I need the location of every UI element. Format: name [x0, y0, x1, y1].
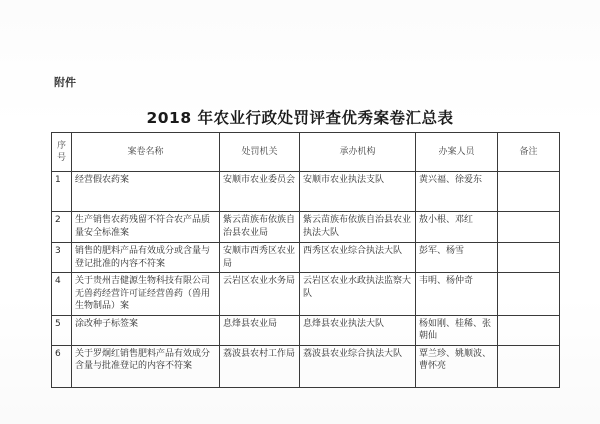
header-penalty-agency: 处罚机关 [220, 133, 300, 172]
remarks-cell [498, 243, 560, 273]
case-name-cell: 关于贵州吉健源生物科技有限公司无兽药经营许可证经营兽药（兽用生物制品）案 [72, 273, 220, 316]
row-number: 3 [52, 243, 72, 273]
case-name-cell: 关于罗炯红销售肥料产品有效成分含量与批准登记的内容不符案 [72, 345, 220, 387]
header-remarks: 备注 [498, 133, 560, 172]
handling-agency-cell: 西秀区农业综合执法大队 [300, 243, 416, 273]
header-seq-line1: 序 [56, 140, 66, 151]
remarks-cell [498, 345, 560, 387]
header-handlers: 办案人员 [416, 133, 498, 172]
header-handling-agency: 承办机构 [300, 133, 416, 172]
row-number: 4 [52, 273, 72, 316]
handling-agency-cell: 云岩区农业水政执法监察大队 [300, 273, 416, 316]
handling-agency-cell: 紫云苗族布依族自治县农业执法大队 [300, 212, 416, 243]
case-summary-table [51, 132, 560, 388]
penalty-agency-cell: 安顺市农业委员会 [220, 172, 300, 212]
handlers-cell: 敖小根、邓红 [416, 212, 498, 243]
handlers-cell: 黄兴福、徐爱东 [416, 172, 498, 212]
handlers-cell: 韦明、杨仲奇 [416, 273, 498, 316]
remarks-cell [498, 172, 560, 212]
table-row [52, 243, 560, 273]
table-row [52, 345, 560, 387]
case-name-cell: 经营假农药案 [72, 172, 220, 212]
remarks-cell [498, 273, 560, 316]
remarks-cell [498, 315, 560, 345]
handling-agency-cell: 荔波县农业综合执法大队 [300, 345, 416, 387]
table-row [52, 172, 560, 212]
row-number: 5 [52, 315, 72, 345]
header-case-name: 案卷名称 [72, 133, 220, 172]
document-title: 2018 年农业行政处罚评查优秀案卷汇总表 [146, 109, 454, 127]
handling-agency-cell: 息烽县农业执法大队 [300, 315, 416, 345]
table-header-row [52, 133, 560, 172]
annex-label: 附件 [54, 76, 76, 89]
case-name-cell: 销售的肥料产品有效成分或含量与登记批准的内容不符案 [72, 243, 220, 273]
table-row [52, 273, 560, 316]
row-number: 6 [52, 345, 72, 387]
header-seq-line2: 号 [56, 153, 66, 163]
case-name-cell: 生产销售农药残留不符合农产品质量安全标准案 [72, 212, 220, 243]
header-seq [52, 133, 72, 172]
penalty-agency-cell: 荔波县农村工作局 [220, 345, 300, 387]
table-row [52, 212, 560, 243]
row-number: 2 [52, 212, 72, 243]
remarks-cell [498, 212, 560, 243]
penalty-agency-cell: 息烽县农业局 [220, 315, 300, 345]
handlers-cell: 彭军、杨雪 [416, 243, 498, 273]
handlers-cell: 覃兰珍、姚顺波、曹怀亮 [416, 345, 498, 387]
penalty-agency-cell: 紫云苗族布依族自治县农业局 [220, 212, 300, 243]
penalty-agency-cell: 云岩区农业水务局 [220, 273, 300, 316]
handlers-cell: 杨如刚、桂稀、张朝仙 [416, 315, 498, 345]
handling-agency-cell: 安顺市农业执法支队 [300, 172, 416, 212]
case-name-cell: 涂改种子标签案 [72, 315, 220, 345]
penalty-agency-cell: 安顺市西秀区农业局 [220, 243, 300, 273]
row-number: 1 [52, 172, 72, 212]
table-row [52, 315, 560, 345]
